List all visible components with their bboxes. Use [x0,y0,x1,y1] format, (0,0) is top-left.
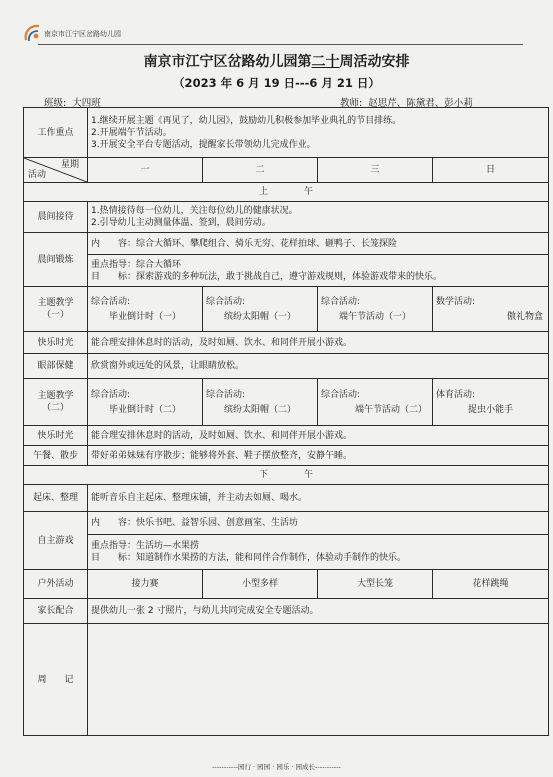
activity-name: 端午节活动（一） [338,311,411,322]
activity-type: 综合活动: [91,296,131,307]
activity-name: 毕业倒计时（二） [108,404,181,415]
page-title [0,51,553,71]
parents-row [24,599,549,624]
free-play-detail [88,535,549,570]
theme2-cell [203,379,318,426]
wake-row [24,485,549,512]
reception-label: 晨间接待 [24,202,88,233]
weekday-activity-corner [24,158,88,183]
outdoor-activity: 接力赛 [88,570,203,599]
free-play-content: 内 容：快乐书吧、益智乐园、创意画室、生活坊 [88,512,549,535]
activity-type: 综合活动: [91,389,131,400]
activity-name: 毕业倒计时（一） [108,311,181,322]
parents-content: 提供幼儿一张 2 寸照片，与幼儿共同完成安全专题活动。 [88,599,549,624]
activity-type: 综合活动: [206,296,246,307]
theme1-cell [318,287,433,332]
day-header: 二 [203,158,318,183]
theme1-label: 主题教学（一） [24,287,88,332]
day-header: 日 [433,158,549,183]
activity-type: 综合活动: [321,296,361,307]
theme2-row [24,379,549,426]
logo-emblem-icon [22,22,44,44]
logo-text: 南京市江宁区岔路幼儿园 [44,30,121,38]
focus-item: 3.开展安全平台专题活动，提醒家长带领幼儿完成作业。 [91,139,316,150]
free-play-detail-row [24,535,549,570]
free-play-key-point: 重点指导：生活坊—水果捞 [91,541,200,551]
outdoor-activity: 大型长笼 [318,570,433,599]
exercise-content: 内 容：综合大循环、攀爬组合、骑乐无穷、花样拍球、砸鸭子、长笼探险 [88,233,549,255]
theme2-cell [318,379,433,426]
free-play-label: 自主游戏 [24,512,88,570]
title-prefix: 南京市江宁区岔路幼儿园第 [143,54,312,70]
kindergarten-logo [22,22,182,44]
teacher-value: 赵思芹、陈黛君、彭小莉 [368,98,473,109]
afternoon-section-row [24,466,549,485]
morning-section-row [24,183,549,202]
exercise-detail [88,255,549,287]
play1-row [24,332,549,354]
weekly-notes-label: 周 记 [24,624,88,736]
lunch-content: 带好弟弟妹妹有序散步；能够将外套、鞋子摆放整齐，安静午睡。 [88,446,549,466]
free-play-goal: 目 标：知道制作水果捞的方法，能和同伴合作制作，体验动手制作的快乐。 [91,553,407,563]
focus-content [88,108,549,158]
days-header-row [24,158,549,183]
activity-type: 数学活动: [436,296,476,307]
exercise-detail-row [24,255,549,287]
reception-line: 2.引导幼儿主动测量体温、签到，晨间劳动。 [91,218,271,228]
theme1-cell [88,287,203,332]
play2-label: 快乐时光 [24,426,88,446]
outdoor-label: 户外活动 [24,570,88,599]
theme1-row [24,287,549,332]
day-header: 一 [88,158,203,183]
wake-content: 能听音乐自主起床、整理床铺，并主动去如厕、喝水。 [88,485,549,512]
exercise-content-row [24,233,549,255]
play2-row [24,426,549,446]
reception-row [24,202,549,233]
theme2-cell [433,379,549,426]
activity-type: 体育活动: [436,389,476,400]
morning-section-label: 上 午 [24,183,549,202]
theme2-label: 主题教学（二） [24,379,88,426]
focus-item: 2.开展端午节活动。 [91,127,172,138]
corner-weekday-label: 星期 [60,160,79,170]
theme2-cell [88,379,203,426]
focus-row [24,108,549,158]
eye-care-content: 欣赏窗外或远处的风景，让眼睛放松。 [88,354,549,379]
outdoor-activity: 花样跳绳 [433,570,549,599]
play1-label: 快乐时光 [24,332,88,354]
theme1-cell [433,287,549,332]
free-play-content-row [24,512,549,535]
class-value: 大四班 [72,98,101,109]
wake-label: 起床、整理 [24,485,88,512]
title-suffix: 周活动安排 [339,54,410,70]
activity-name: 缤纷太阳帽（二） [223,404,296,415]
title-week: 二十 [311,54,340,70]
focus-item: 1.继续开展主题《再见了，幼儿园》，鼓励幼儿积极参加毕业典礼的节目排练。 [91,115,402,126]
reception-line: 1.热情接待每一位幼儿，关注每位幼儿的健康状况。 [91,206,298,216]
eye-care-label: 眼部保健 [24,354,88,379]
day-header: 三 [318,158,433,183]
header-rule [38,44,523,45]
activity-type: 综合活动: [206,389,246,400]
activity-type: 综合活动: [321,389,361,400]
notes-row [24,624,549,736]
theme1-cell [203,287,318,332]
outdoor-activity: 小型多样 [203,570,318,599]
play2-content: 能合理安排休息时的活动，及时如厕、饮水、和同伴开展小游戏。 [88,426,549,446]
lunch-label: 午餐、散步 [24,446,88,466]
date-range: （2023 年 6 月 19 日---6 月 21 日） [173,76,380,90]
eye-care-row [24,354,549,379]
reception-content [88,202,549,233]
afternoon-section-label: 下 午 [24,466,549,485]
activity-name: 端午节活动（二） [354,404,427,415]
focus-label: 工作重点 [24,108,88,158]
weekly-schedule-table [23,107,549,736]
exercise-key-point: 重点指导：综合大循环 [91,259,182,270]
exercise-goal: 目 标：探索游戏的多种玩法，敢于挑战自己，遵守游戏规则，体验游戏带来的快乐。 [91,271,443,282]
outdoor-row [24,570,549,599]
weekly-notes-area [88,624,549,736]
activity-name: 缤纷太阳帽（一） [223,311,296,322]
parents-label: 家长配合 [24,599,88,624]
play1-content: 能合理安排休息时的活动，及时如厕、饮水、和同伴开展小游戏。 [88,332,549,354]
activity-name: 傲礼物盒 [507,311,544,322]
class-label: 班级: [44,98,67,109]
corner-activity-label: 活动 [28,170,47,180]
lunch-row [24,446,549,466]
teacher-label: 教师: [340,98,363,109]
activity-name: 捉虫小能手 [468,404,514,415]
footer-motto: -----------园行 · 园园 · 园乐 · 园成长----------- [212,763,341,771]
exercise-label: 晨间锻炼 [24,233,88,287]
